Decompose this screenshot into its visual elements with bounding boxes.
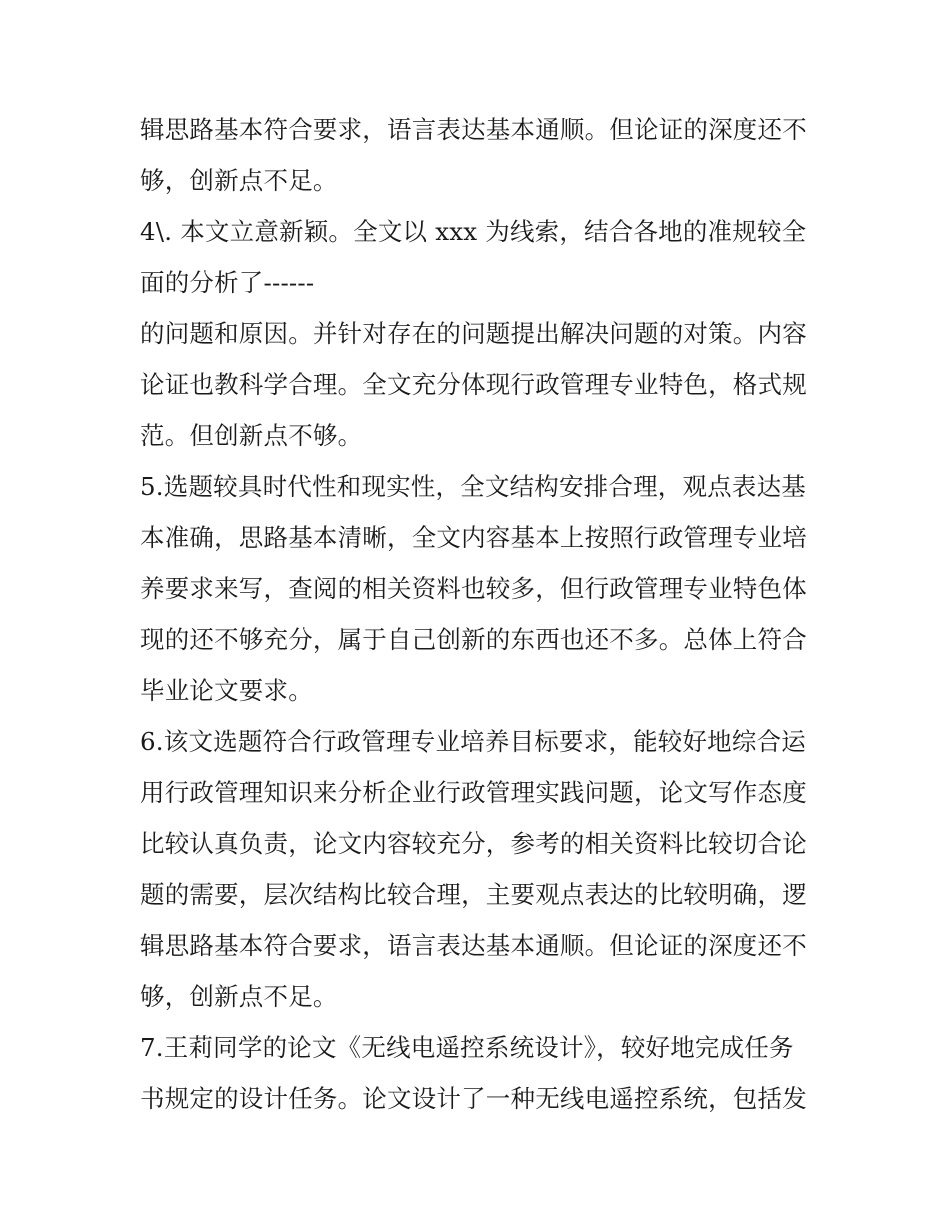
text-line: 4\. 本文立意新颖。全文以 xxx 为线索，结合各地的准规较全 bbox=[140, 217, 807, 246]
text-line: 论证也教科学合理。全文充分体现行政管理专业特色，格式规 bbox=[140, 370, 807, 399]
text-line: 题的需要，层次结构比较合理，主要观点表达的比较明确，逻 bbox=[140, 880, 807, 909]
text-line: 够，创新点不足。 bbox=[140, 982, 338, 1011]
text-line: 辑思路基本符合要求，语言表达基本通顺。但论证的深度还不 bbox=[140, 931, 807, 960]
text-line: 够，创新点不足。 bbox=[140, 166, 338, 195]
text-line: 比较认真负责，论文内容较充分，参考的相关资料比较切合论 bbox=[140, 829, 807, 858]
text-line: 面的分析了------ bbox=[140, 268, 315, 297]
text-line: 用行政管理知识来分析企业行政管理实践问题，论文写作态度 bbox=[140, 778, 807, 807]
text-line: 5.选题较具时代性和现实性，全文结构安排合理，观点表达基 bbox=[140, 472, 806, 501]
text-line: 的问题和原因。并针对存在的问题提出解决问题的对策。内容 bbox=[140, 319, 807, 348]
text-line: 养要求来写，查阅的相关资料也较多，但行政管理专业特色体 bbox=[140, 574, 807, 603]
text-line: 书规定的设计任务。论文设计了一种无线电遥控系统，包括发 bbox=[140, 1084, 807, 1113]
text-line: 范。但创新点不够。 bbox=[140, 421, 363, 450]
text-line: 6.该文选题符合行政管理专业培养目标要求，能较好地综合运 bbox=[140, 727, 806, 756]
text-line: 7.王莉同学的论文《无线电遥控系统设计》，较好地完成任务 bbox=[140, 1033, 794, 1062]
text-line: 本准确，思路基本清晰，全文内容基本上按照行政管理专业培 bbox=[140, 523, 807, 552]
text-line: 现的还不够充分，属于自己创新的东西也还不多。总体上符合 bbox=[140, 625, 807, 654]
text-line: 毕业论文要求。 bbox=[140, 676, 313, 705]
document-body bbox=[140, 104, 820, 1124]
text-line: 辑思路基本符合要求，语言表达基本通顺。但论证的深度还不 bbox=[140, 115, 807, 144]
